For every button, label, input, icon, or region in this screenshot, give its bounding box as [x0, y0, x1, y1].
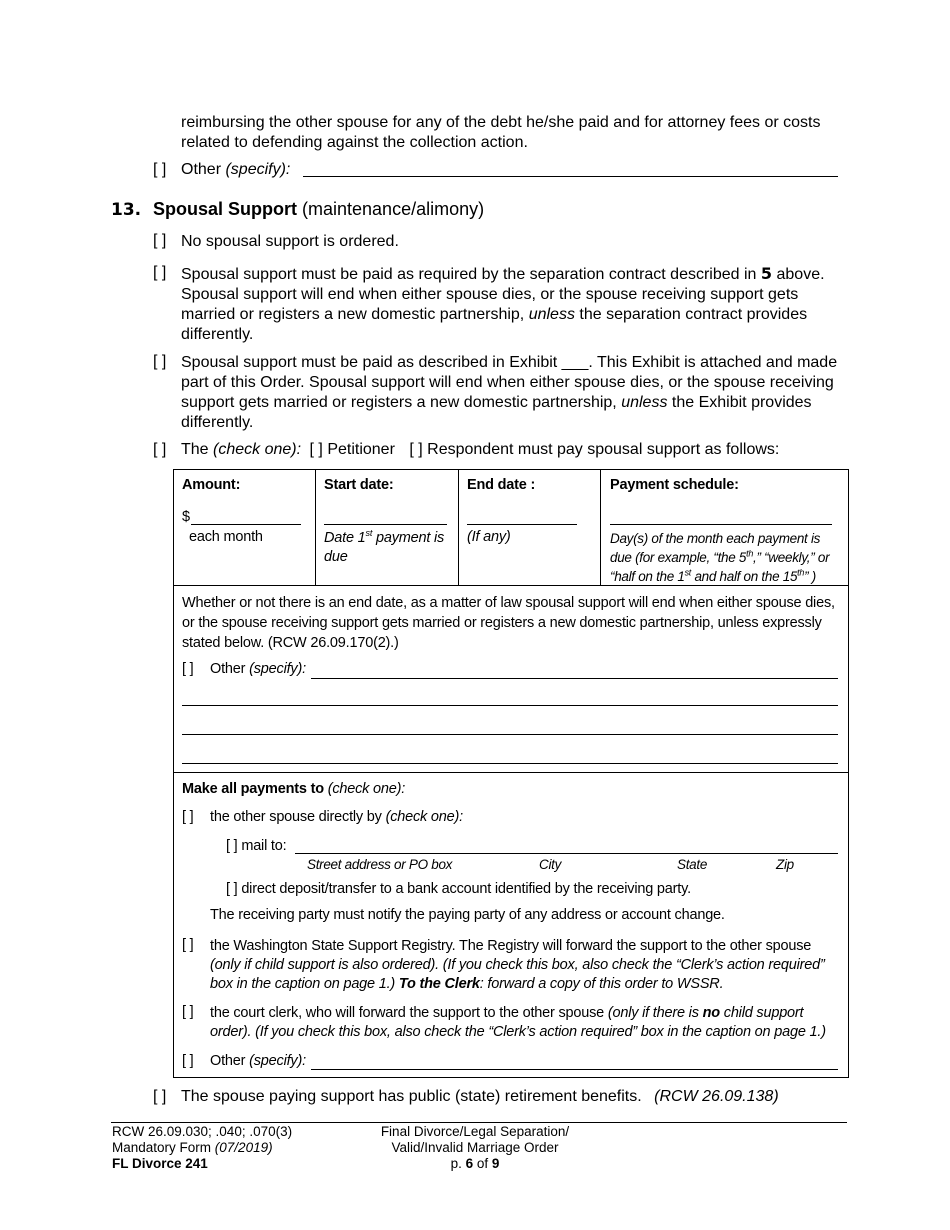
end-date-header: End date : [467, 477, 536, 493]
table-other-line-4[interactable] [182, 763, 838, 764]
direct-label [210, 809, 463, 825]
wssr-part-b: (only if child support is also ordered). (If you check this box, also check the “Clerk’s action required” box in the caption on page 1.) [210, 957, 825, 992]
opt3-text [181, 353, 841, 433]
direct-checkbox[interactable]: [ ] [182, 809, 194, 825]
footer-form-id: FL Divorce 241 [112, 1156, 208, 1171]
start-date-input-line[interactable] [324, 524, 447, 525]
law-note: Whether or not there is an end date, as a matter of law spousal support will end when either spouse dies, or the spouse receiving support gets married or registers a new domestic partnership, unless expressly stated below. (RCW 26.09.170(2).) [182, 595, 835, 651]
table-row-divider [173, 772, 848, 773]
section-subtitle: (maintenance/alimony) [302, 199, 485, 219]
mail-to-option[interactable]: [ ] mail to: [226, 838, 287, 854]
schedule-sup-1: th [746, 548, 754, 559]
end-date-caption: (If any) [467, 529, 511, 545]
section-title: Spousal Support [153, 199, 297, 219]
section-13-title-row [153, 199, 484, 220]
table-other-label [210, 661, 306, 677]
direct-label-text: the other spouse directly by [210, 809, 382, 825]
continued-paragraph: reimbursing the other spouse for any of the debt he/she paid and for attorney fees or costs related to defending against the collection action. [181, 114, 821, 151]
amount-dollar: $ [182, 509, 190, 525]
table-other-text: Other [210, 661, 246, 677]
payments-header-text: Make all payments to [182, 781, 324, 797]
opt4-text [181, 441, 779, 459]
opt3-part-a: Spousal support must be paid as described in Exhibit ___. This Exhibit is attached and made part of this Order. Spousal support will end when either spouse dies, or the spouse receiving support gets married or registers a new domestic partnership, [181, 354, 838, 411]
other2-checkbox[interactable]: [ ] [182, 1053, 194, 1069]
opt2-checkbox[interactable]: [ ] [153, 264, 167, 281]
retirement-row [181, 1088, 779, 1106]
section-number: 13. [111, 200, 142, 220]
opt1-text: No spousal support is ordered. [181, 233, 399, 250]
addr-zip-caption: Zip [776, 857, 794, 872]
schedule-caption [610, 529, 840, 586]
clerk-no: no [702, 1005, 720, 1021]
other-debt-label: Other [181, 161, 222, 178]
wssr-to-clerk: To the Clerk [398, 976, 480, 992]
clerk-text [210, 1004, 842, 1042]
table-other-specify: (specify): [249, 661, 306, 677]
table-other-input-line[interactable] [311, 678, 838, 679]
footer-mandatory [112, 1140, 292, 1156]
other-debt-label-row [181, 161, 290, 179]
addr-street-caption: Street address or PO box [307, 857, 453, 872]
mail-address-line[interactable] [295, 853, 838, 854]
start-date-header: Start date: [324, 477, 394, 493]
footer-center [350, 1124, 600, 1172]
start-caption-a: Date 1 [324, 530, 366, 546]
footer-mandatory-text: Mandatory Form [112, 1140, 212, 1155]
opt2-part-c: the separation contract provides differently. [181, 306, 808, 343]
amount-header: Amount: [182, 477, 241, 493]
start-caption-sup: st [365, 528, 373, 539]
table-col-divider [600, 469, 601, 585]
schedule-caption-d: ” ) [804, 569, 816, 584]
footer-rule [111, 1122, 847, 1123]
schedule-input-line[interactable] [610, 524, 832, 525]
opt4-checkbox[interactable]: [ ] [153, 441, 167, 458]
footer-page-prefix: p. [450, 1156, 462, 1171]
other-debt-specify: (specify): [225, 161, 291, 178]
opt3-part-b: the Exhibit provides differently. [181, 394, 812, 431]
schedule-sup-3: th [797, 567, 805, 578]
wssr-text [210, 937, 842, 994]
other-debt-row [153, 161, 166, 179]
opt2-text [181, 264, 841, 345]
start-date-caption [324, 529, 452, 567]
footer-left [112, 1124, 292, 1172]
other2-specify: (specify): [249, 1053, 306, 1069]
table-other-line-2[interactable] [182, 705, 838, 706]
other-debt-checkbox[interactable]: [ ] [153, 161, 167, 178]
payments-check-one: (check one): [327, 781, 406, 797]
direct-check-one: (check one): [385, 809, 463, 825]
other2-text: Other [210, 1053, 246, 1069]
retirement-text: The spouse paying support has public (state) retirement benefits. [181, 1088, 642, 1105]
opt2-section-ref: 5 [760, 264, 773, 283]
notify-text: The receiving party must notify the paying party of any address or account change. [210, 907, 725, 923]
direct-deposit-option[interactable]: [ ] direct deposit/transfer to a bank account identified by the receiving party. [226, 881, 691, 897]
wssr-checkbox[interactable]: [ ] [182, 937, 194, 953]
retirement-checkbox[interactable]: [ ] [153, 1088, 167, 1105]
retirement-cite: (RCW 26.09.138) [654, 1088, 779, 1105]
opt4-check-one: (check one): [213, 441, 302, 458]
footer-version: (07/2019) [214, 1140, 273, 1155]
schedule-caption-c: and half on the 15 [694, 569, 798, 584]
addr-state-caption: State [677, 857, 708, 872]
schedule-caption-a: Day(s) of the month each payment is due (for example, “the 5 [610, 531, 821, 565]
other2-label [210, 1053, 306, 1069]
schedule-sup-2: st [684, 567, 692, 578]
opt4-petitioner[interactable]: [ ] Petitioner [309, 441, 395, 458]
opt2-unless: unless [528, 306, 575, 323]
clerk-part-b: (only if there is [607, 1005, 699, 1021]
footer-page-num: 6 [465, 1156, 474, 1171]
section-13-heading [111, 199, 141, 220]
table-other-line-3[interactable] [182, 734, 838, 735]
clerk-part-c: child support order). (If you check this box, also check the “Clerk’s action required” box in the caption on page 1.) [210, 1005, 826, 1040]
start-caption-b: payment is due [324, 530, 445, 565]
payments-header [182, 781, 405, 797]
clerk-checkbox[interactable]: [ ] [182, 1004, 194, 1020]
amount-caption: each month [189, 529, 263, 545]
clerk-part-a: the court clerk, who will forward the support to the other spouse [210, 1005, 605, 1021]
addr-city-caption: City [539, 857, 562, 872]
schedule-caption-b: ,” “weekly,” or “half on the 1 [610, 550, 830, 584]
footer-page-of: of [476, 1156, 489, 1171]
opt3-unless: unless [621, 394, 668, 411]
wssr-part-a: the Washington State Support Registry. The Registry will forward the support to the other spouse [210, 938, 812, 954]
table-other-checkbox[interactable]: [ ] [182, 661, 194, 677]
other-debt-input-line[interactable] [303, 176, 838, 177]
end-date-input-line[interactable] [467, 524, 577, 525]
footer-rcw: RCW 26.09.030; .040; .070(3) [112, 1124, 293, 1139]
footer-page [350, 1156, 600, 1172]
table-col-divider [315, 469, 316, 585]
opt2-part-b: above. Spousal support will end when either spouse dies, or the spouse receiving support gets married or registers a new domestic partnership, [181, 266, 825, 323]
opt4-respondent[interactable]: [ ] Respondent must pay spousal support as follows: [409, 441, 780, 458]
other2-input-line[interactable] [311, 1069, 838, 1070]
opt3-checkbox[interactable]: [ ] [153, 353, 167, 370]
footer-page-total: 9 [491, 1156, 500, 1171]
footer-title-2: Valid/Invalid Marriage Order [391, 1140, 559, 1155]
opt2-part-a: Spousal support must be paid as required by the separation contract described in [181, 266, 757, 283]
schedule-header: Payment schedule: [610, 477, 739, 493]
footer-title-1: Final Divorce/Legal Separation/ [380, 1124, 570, 1139]
opt1-checkbox[interactable]: [ ] [153, 232, 167, 249]
table-col-divider [458, 469, 459, 585]
amount-input-line[interactable] [191, 524, 301, 525]
opt4-the: The [181, 441, 209, 458]
wssr-part-c: : forward a copy of this order to WSSR. [479, 976, 724, 992]
